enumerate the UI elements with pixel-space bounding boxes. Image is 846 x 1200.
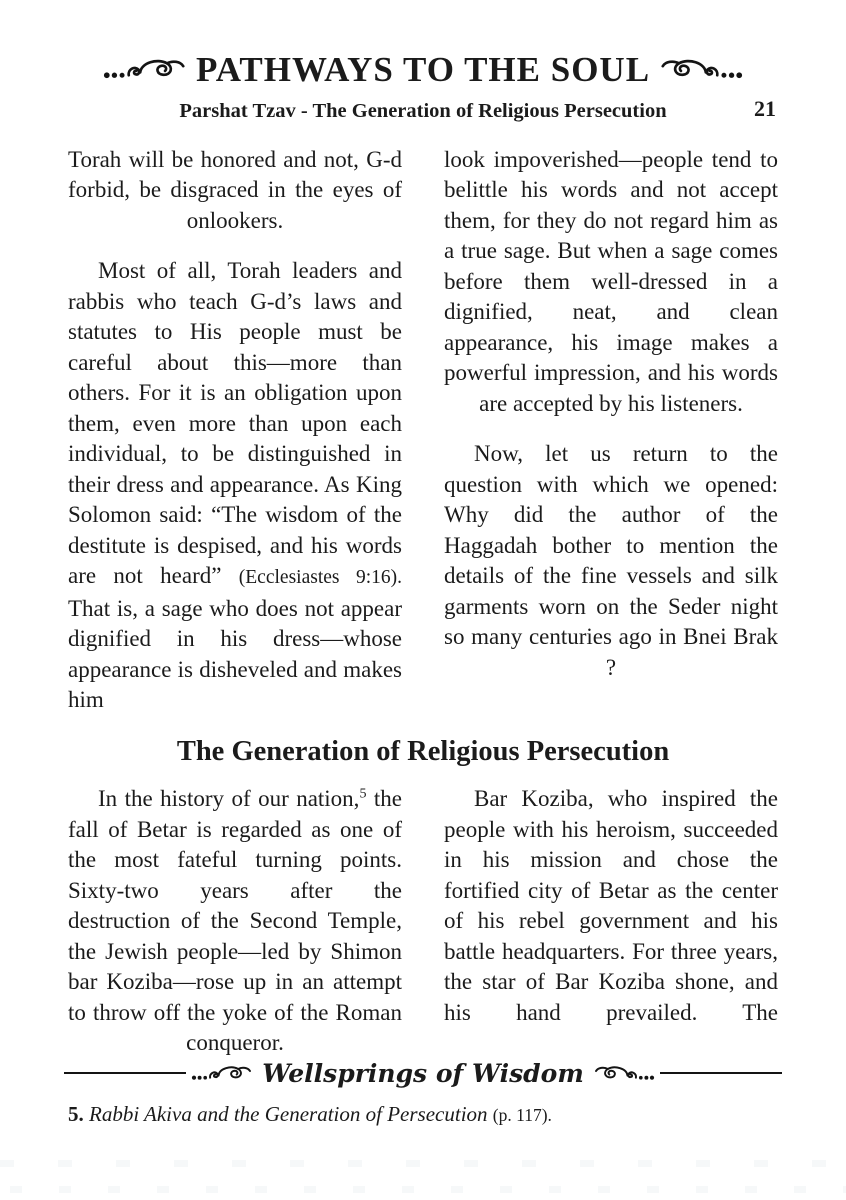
divider-rule-right: [660, 1072, 782, 1074]
paragraph: Torah will be honored and not, G-d forbid, be disgraced in the eyes of onlookers.: [68, 146, 402, 233]
footer-divider: [64, 1056, 782, 1090]
lower-right-column: [444, 784, 778, 1059]
page-number: 21: [754, 96, 776, 121]
scroll-flourish-left-icon: [102, 55, 188, 84]
footnote-page-reference: (p. 117).: [492, 1105, 552, 1125]
upper-text-columns: [0, 145, 846, 716]
upper-right-column: [444, 145, 778, 716]
book-title: PATHWAYS TO THE SOUL: [195, 49, 651, 89]
paragraph-text: In the history of our nation,: [98, 786, 360, 812]
paragraph-text: That is, a sage who does not appear dignified in his dress—whose appearance is disheveled and makes him: [68, 595, 402, 713]
lower-text-columns: [0, 784, 846, 1059]
paragraph-text: Most of all, Torah leaders and rabbis who teach G-d’s laws and statutes to His people must be careful about this—more than others. For it is an obligation upon them, even more than upon each individual, to be distinguished in their dress and appearance. As King Solomon said: “The wisdom of the destitute is despised, and his words are not heard”: [68, 258, 402, 589]
lower-left-column: [68, 784, 402, 1059]
scroll-flourish-right-icon: [592, 1063, 656, 1084]
footnote-number: 5.: [68, 1102, 84, 1126]
page-footer: [64, 1056, 782, 1127]
paragraph: [68, 784, 402, 1059]
page-header: [0, 0, 846, 124]
footnote-marker: 5: [359, 786, 367, 802]
scroll-flourish-right-icon: [658, 55, 744, 84]
divider-rule-left: [64, 1072, 186, 1074]
paragraph-text: the fall of Betar is regarded as one of the most fateful turning points. Sixty-two years after the destruction of the Second Temple, the Jewish people—led by Shimon bar Koziba—rose up in an attempt to throw off the yoke of the Roman conqueror.: [68, 786, 402, 1056]
upper-left-column: [68, 145, 402, 716]
paragraph: Now, let us return to the question with which we opened: Why did the author of the Haggadah bother to mention the details of the fine vessels and silk garments worn on the Seder night so many centuries ago in Bnei Brak ?: [444, 441, 778, 680]
paragraph: [68, 256, 402, 716]
footnote: [68, 1101, 782, 1127]
chapter-subtitle: Parshat Tzav - The Generation of Religious Persecution: [179, 100, 667, 122]
series-name: Wellsprings of Wisdom: [262, 1058, 584, 1088]
scan-noise-artifact: [0, 1158, 846, 1196]
section-heading: The Generation of Religious Persecution: [176, 735, 670, 767]
scroll-flourish-left-icon: [190, 1063, 254, 1084]
paragraph: look impoverished—people tend to belittle his words and not accept them, for they do not regard him as a true sage. But when a sage comes before them well-dressed in a dignified, neat, and clean appearance, his image makes a powerful impression, and his words are accepted by his listeners.: [444, 146, 778, 416]
paragraph: Bar Koziba, who inspired the people with his heroism, succeeded in his mission and chose the fortified city of Betar as the center of his rebel government and his battle headquarters. For three years, the star of Bar Koziba shone, and his hand prevailed. The: [444, 786, 778, 1025]
footnote-title: Rabbi Akiva and the Generation of Persecution: [89, 1102, 488, 1126]
scripture-reference: (Ecclesiastes 9:16).: [238, 567, 402, 589]
